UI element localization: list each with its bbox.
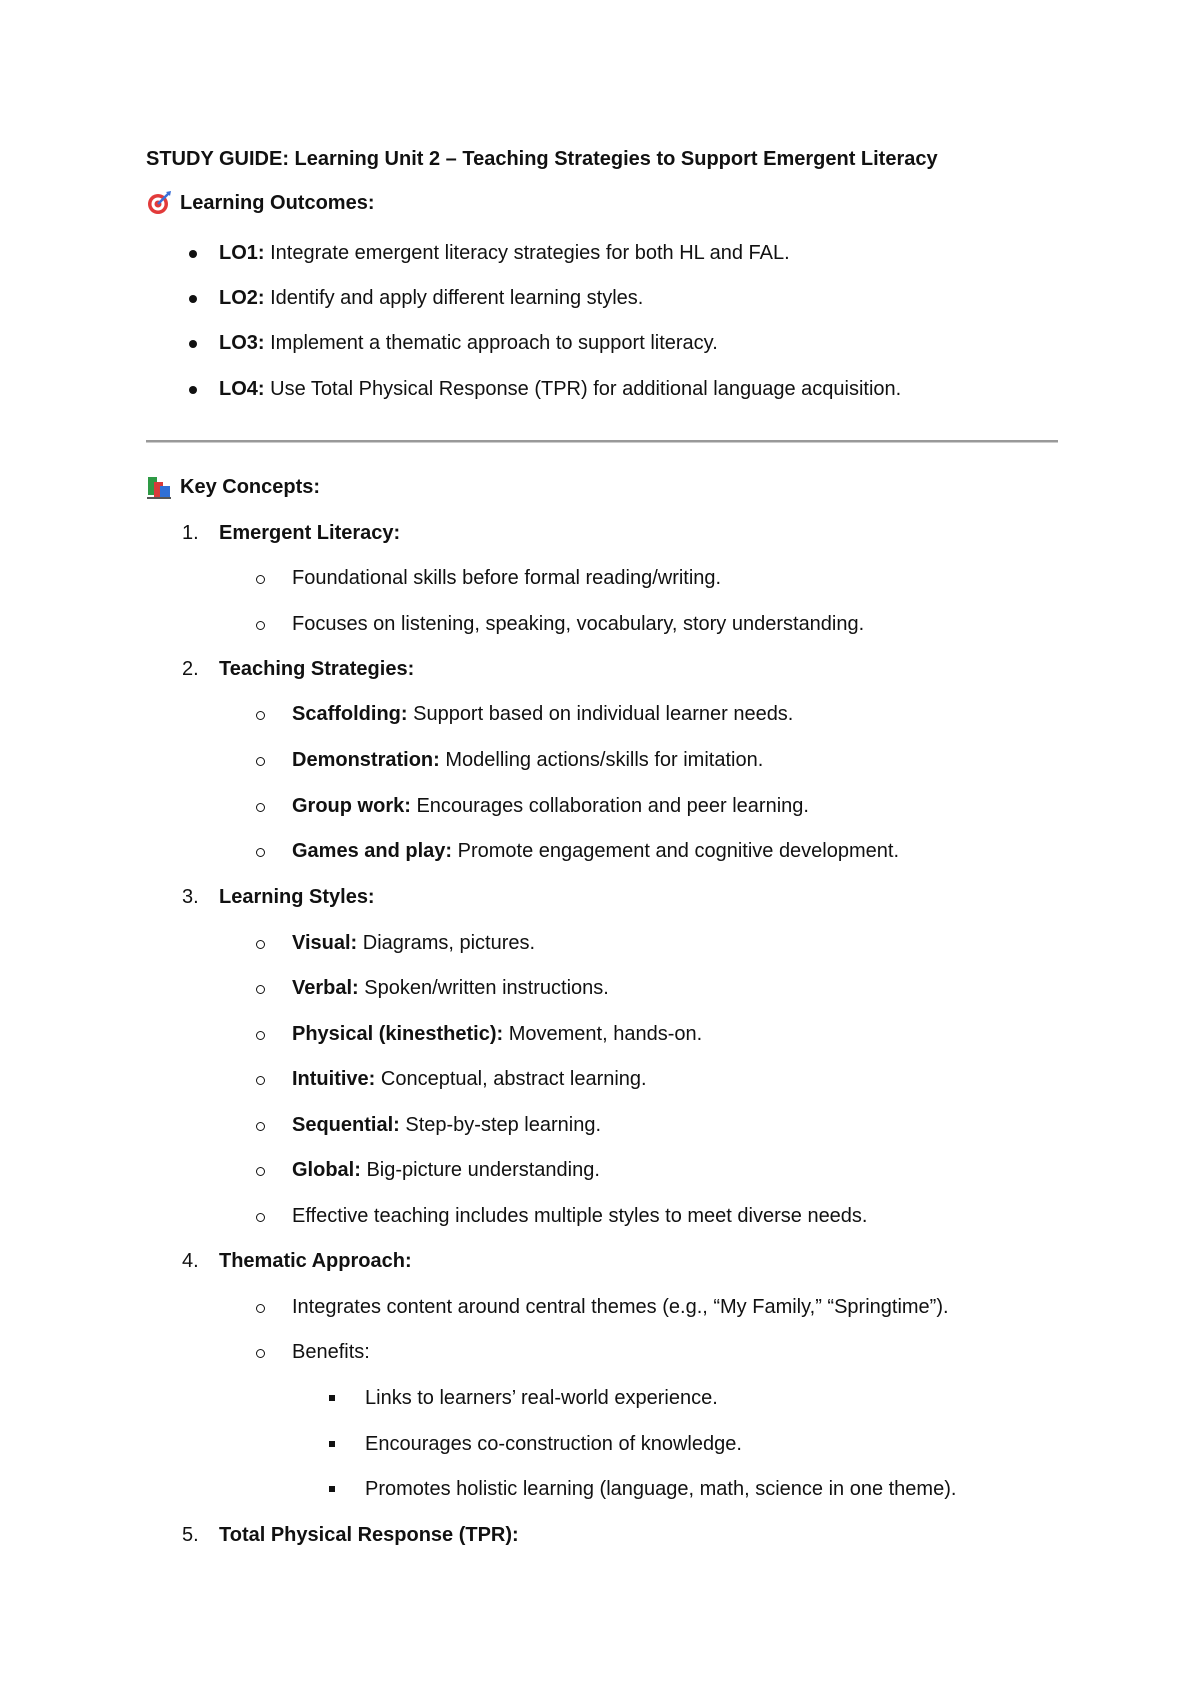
outcome-lo4: LO4: Use Total Physical Response (TPR) for additional language acquisition. xyxy=(219,378,902,400)
bullet-dot xyxy=(189,250,197,258)
section-title: Total Physical Response (TPR): xyxy=(219,1524,519,1546)
list-item: Integrates content around central themes (e.g., “My Family,” “Springtime”). xyxy=(292,1296,949,1318)
target-dart-icon xyxy=(146,190,172,216)
list-item: Group work: Encourages collaboration and peer learning. xyxy=(292,795,809,817)
books-icon xyxy=(146,474,172,500)
list-item: Foundational skills before formal reading/writing. xyxy=(292,567,722,589)
bullet-dot xyxy=(189,295,197,303)
circle-bullet xyxy=(256,1122,265,1131)
learning-outcomes-heading xyxy=(146,190,374,216)
outcome-lo1: LO1: Integrate emergent literacy strategies for both HL and FAL. xyxy=(219,242,790,264)
list-item: Scaffolding: Support based on individual learner needs. xyxy=(292,703,794,725)
section-number: 1. xyxy=(182,522,199,544)
list-item: Physical (kinesthetic): Movement, hands-on. xyxy=(292,1023,703,1045)
section-title: Thematic Approach: xyxy=(219,1250,412,1272)
section-number: 5. xyxy=(182,1524,199,1546)
circle-bullet xyxy=(256,1349,265,1358)
sub-list-item: Encourages co-construction of knowledge. xyxy=(365,1433,742,1455)
circle-bullet xyxy=(256,575,265,584)
circle-bullet xyxy=(256,757,265,766)
circle-bullet xyxy=(256,985,265,994)
circle-bullet xyxy=(256,1167,265,1176)
circle-bullet xyxy=(256,621,265,630)
circle-bullet xyxy=(256,848,265,857)
circle-bullet xyxy=(256,803,265,812)
list-item: Verbal: Spoken/written instructions. xyxy=(292,977,609,999)
square-bullet xyxy=(329,1441,335,1447)
outcome-lo3: LO3: Implement a thematic approach to support literacy. xyxy=(219,332,718,354)
list-item: Benefits: xyxy=(292,1341,370,1363)
list-item: Effective teaching includes multiple styles to meet diverse needs. xyxy=(292,1205,868,1227)
list-item: Intuitive: Conceptual, abstract learning. xyxy=(292,1068,647,1090)
circle-bullet xyxy=(256,711,265,720)
list-item: Games and play: Promote engagement and cognitive development. xyxy=(292,840,900,862)
list-item: Focuses on listening, speaking, vocabulary, story understanding. xyxy=(292,613,865,635)
list-item: Sequential: Step-by-step learning. xyxy=(292,1114,602,1136)
circle-bullet xyxy=(256,1076,265,1085)
section-title: Learning Styles: xyxy=(219,886,375,908)
horizontal-divider xyxy=(146,440,1058,442)
list-item: Visual: Diagrams, pictures. xyxy=(292,932,536,954)
circle-bullet xyxy=(256,940,265,949)
circle-bullet xyxy=(256,1213,265,1222)
circle-bullet xyxy=(256,1031,265,1040)
section-title: Teaching Strategies: xyxy=(219,658,415,680)
learning-outcomes-label: Learning Outcomes: xyxy=(180,192,375,214)
bullet-dot xyxy=(189,386,197,394)
square-bullet xyxy=(329,1395,335,1401)
key-concepts-label: Key Concepts: xyxy=(180,476,321,498)
section-number: 4. xyxy=(182,1250,199,1272)
bullet-dot xyxy=(189,340,197,348)
list-item: Global: Big-picture understanding. xyxy=(292,1159,600,1181)
sub-list-item: Links to learners’ real-world experience. xyxy=(365,1387,718,1409)
key-concepts-heading xyxy=(146,474,320,500)
square-bullet xyxy=(329,1486,335,1492)
section-number: 2. xyxy=(182,658,199,680)
sub-list-item: Promotes holistic learning (language, math, science in one theme). xyxy=(365,1478,957,1500)
section-number: 3. xyxy=(182,886,199,908)
circle-bullet xyxy=(256,1304,265,1313)
section-title: Emergent Literacy: xyxy=(219,522,401,544)
outcome-lo2: LO2: Identify and apply different learning styles. xyxy=(219,287,644,309)
list-item: Demonstration: Modelling actions/skills for imitation. xyxy=(292,749,764,771)
page-title: STUDY GUIDE: Learning Unit 2 – Teaching Strategies to Support Emergent Literacy xyxy=(146,148,938,170)
